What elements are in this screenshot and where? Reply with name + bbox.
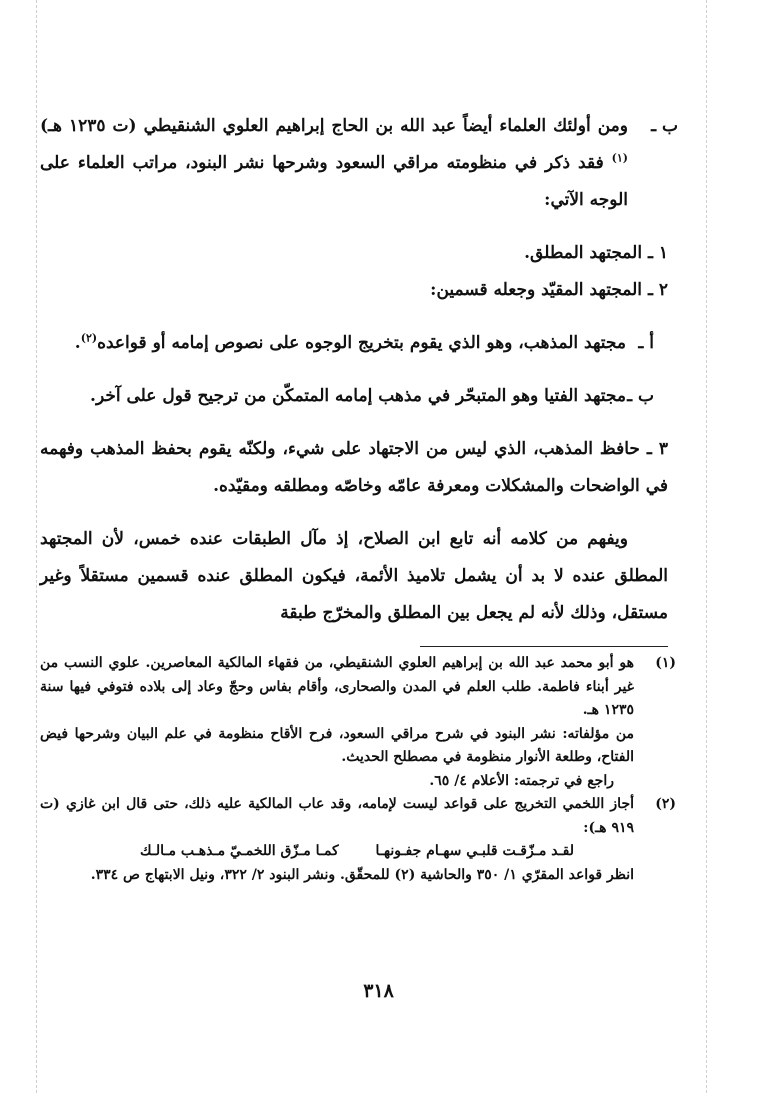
footnote-ref-2: (٢) bbox=[80, 331, 98, 345]
footnote-1-para-1: هو أبو محمد عبد الله بن إبراهيم العلوي الشنقيطي، من فقهاء المالكية المعاصرين. علوي النسب من غير أبناء فاطمة. طلب العلم في المدن والصحارى، وأقام بفاس وحجّ وعاد إلى بلاده فتوفي فيها سنة ١٢٣٥ هـ. bbox=[40, 655, 634, 718]
footnote-1 bbox=[40, 652, 676, 793]
sub-item-b-text: مجتهد الفتيا وهو المتبحّر في مذهب إمامه المتمكّن من ترجيح قول على آخر. bbox=[90, 386, 626, 406]
crop-guide-right bbox=[706, 0, 707, 1093]
sub-item-a-label: أ ـ bbox=[638, 333, 654, 353]
crop-guide-left bbox=[36, 0, 37, 1093]
sub-item-a-text: مجتهد المذهب، وهو الذي يقوم بتخريج الوجوه على نصوص إمامه أو قواعده bbox=[97, 333, 626, 353]
footnote-1-number: (١) bbox=[655, 655, 676, 671]
list-item-3: ٣ ـ حافظ المذهب، الذي ليس من الاجتهاد على شيء، ولكنّه يقوم بحفظ المذهب وفهمه في الواضحات والمشكلات ومعرفة عامّه وخاصّه ومطلقه ومقيّده. bbox=[40, 439, 668, 496]
sub-item-a-end: . bbox=[74, 333, 81, 353]
footnote-ref-1: (١) bbox=[611, 151, 628, 165]
footnotes bbox=[40, 652, 676, 887]
paragraph-b bbox=[40, 108, 678, 219]
verse-first-hemistich: لقـد مـزّقـت قلبـي سهـام جفـونهـا bbox=[375, 843, 574, 859]
footnote-2-para-1: أجاز اللخمي التخريج على قواعد ليست لإمامه، وقد عاب المالكية عليه ذلك، حتى قال ابن غازي (ت ٩١٩ هـ): bbox=[40, 796, 634, 836]
sub-item-b-label: ب ـ bbox=[627, 386, 654, 406]
footnote-1-para-3: راجع في ترجمته: الأعلام ٤/ ٦٥. bbox=[429, 772, 614, 789]
paragraph-b-label: ب ـ bbox=[651, 116, 678, 136]
verse-second-hemistich: كمـا مـزّق اللخمـيّ مـذهـب مـالـك bbox=[140, 843, 339, 859]
footnote-2 bbox=[40, 793, 676, 887]
list-item-2: ٢ ـ المجتهد المقيّد وجعله قسمين: bbox=[430, 280, 668, 300]
footnote-separator bbox=[420, 646, 668, 647]
closing-paragraph: ويفهم من كلامه أنه تابع ابن الصلاح، إذ مآل الطبقات عنده خمس، لأن المجتهد المطلق عنده لا بد أن يشمل تلاميذ الأئمة، فيكون المطلق عنده قسمين مستقلاً وغير مستقل، وذلك لأنه لم يجعل بين المطلق والمخرّج طبقة bbox=[40, 529, 668, 623]
paragraph-b-text: ومن أولئك العلماء أيضاً عبد الله بن الحاج إبراهيم العلوي الشنقيطي (ت ١٢٣٥ هـ) bbox=[40, 116, 628, 136]
page-number: ٣١٨ bbox=[363, 980, 394, 1002]
sub-item-b bbox=[40, 378, 668, 415]
footnote-2-para-2: انظر قواعد المقرّي ١/ ٣٥٠ والحاشية (٢) للمحقّق. ونشر البنود ٢/ ٣٢٢، ونيل الابتهاج ص ٣٣٤. bbox=[90, 866, 634, 883]
footnote-2-number: (٢) bbox=[655, 796, 676, 812]
footnote-1-para-2: من مؤلفاته: نشر البنود في شرح مراقي السعود، فرح الأقاح منظومة في علم البيان وشرحها فيض الفتاح، وطلعة الأنوار منظومة في مصطلح الحديث. bbox=[40, 725, 634, 765]
main-text bbox=[40, 96, 678, 632]
footnote-2-verse bbox=[40, 840, 634, 864]
sub-item-a bbox=[40, 325, 668, 362]
paragraph-b-text-2: فقد ذكر في منظومته مراقي السعود وشرحها نشر البنود، مراتب العلماء على الوجه الآتي: bbox=[40, 153, 628, 210]
list-item-1: ١ ـ المجتهد المطلق. bbox=[524, 243, 668, 263]
